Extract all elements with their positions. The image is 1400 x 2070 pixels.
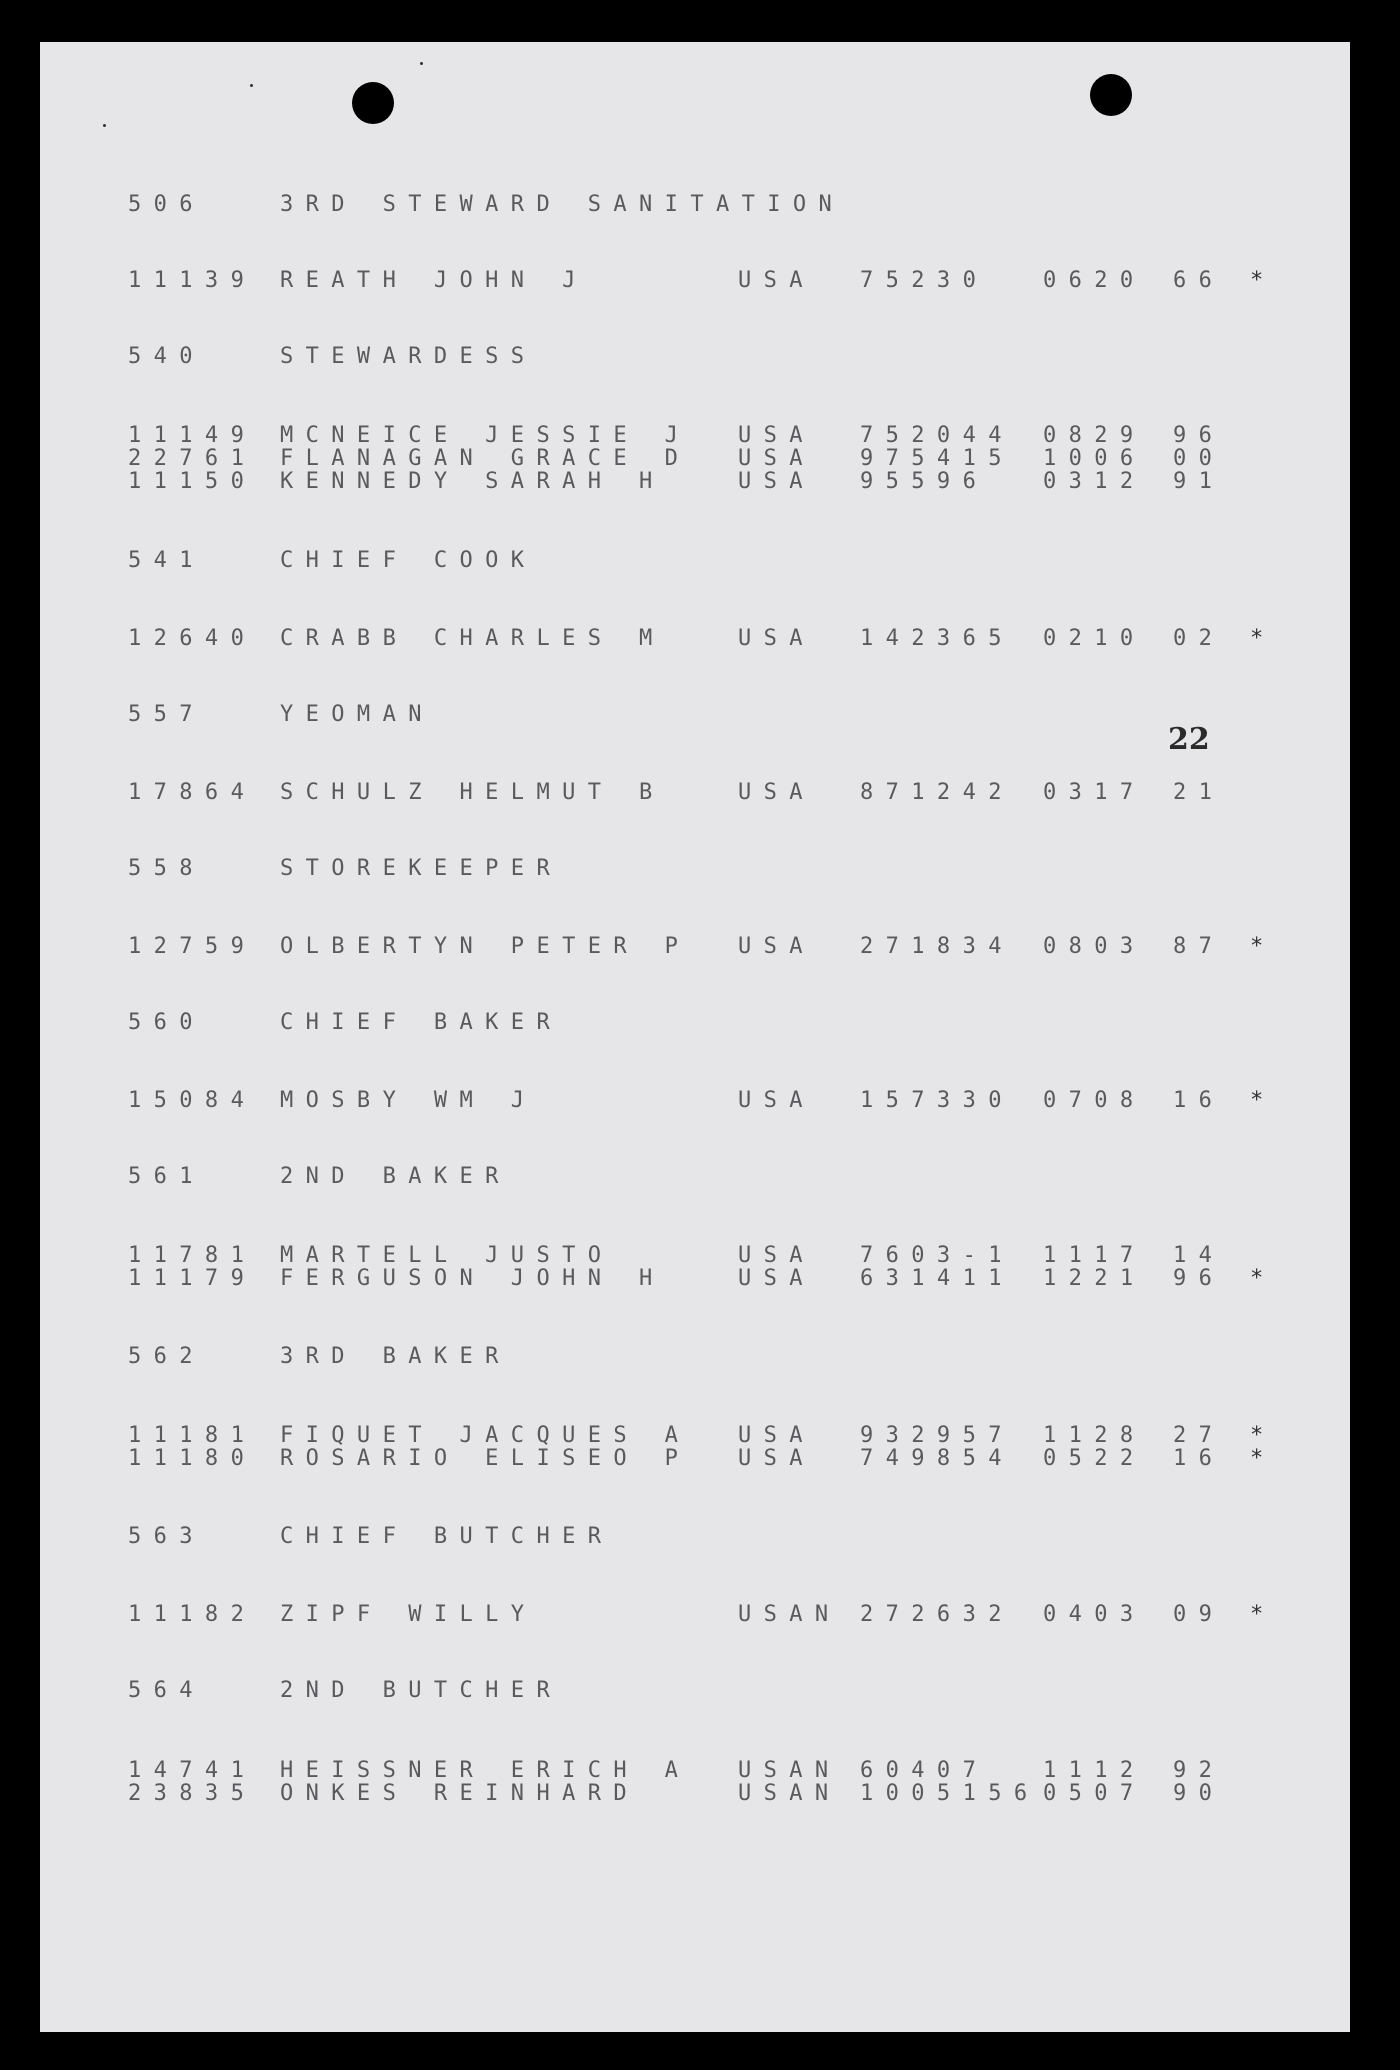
date-code: 0210	[1043, 626, 1146, 651]
document-number: 932957	[860, 1423, 1014, 1448]
year-code: 90	[1173, 1781, 1225, 1806]
rating-code: 561	[128, 1164, 205, 1189]
citizenship: USA	[738, 268, 815, 293]
crew-name: MARTELL JUSTO	[280, 1243, 614, 1268]
rating-code: 562	[128, 1344, 205, 1369]
document-number: 7603-1	[860, 1243, 1014, 1268]
rating-code: 564	[128, 1678, 205, 1703]
document-number: 271834	[860, 934, 1014, 959]
date-code: 0317	[1043, 780, 1146, 805]
asterisk-mark: *	[1250, 1423, 1264, 1448]
year-code: 96	[1173, 1266, 1225, 1291]
citizenship: USA	[738, 1243, 815, 1268]
year-code: 21	[1173, 780, 1225, 805]
date-code: 1117	[1043, 1243, 1146, 1268]
document-number: 752044	[860, 423, 1014, 448]
date-code: 1006	[1043, 446, 1146, 471]
rating-code: 558	[128, 856, 205, 881]
document-number: 75230	[860, 268, 989, 293]
year-code: 00	[1173, 446, 1225, 471]
document-number: 60407	[860, 1758, 989, 1783]
paper-speck	[420, 62, 423, 65]
crew-id: 11139	[128, 268, 257, 293]
document-number: 1005156	[860, 1781, 1040, 1806]
asterisk-mark: *	[1250, 1602, 1264, 1627]
date-code: 0803	[1043, 934, 1146, 959]
document-page	[40, 42, 1350, 2032]
rating-code: 540	[128, 344, 205, 369]
crew-name: REATH JOHN J	[280, 268, 588, 293]
rating-title: STOREKEEPER	[280, 856, 563, 881]
crew-id: 11149	[128, 423, 257, 448]
document-number: 157330	[860, 1088, 1014, 1113]
date-code: 0312	[1043, 469, 1146, 494]
rating-code: 563	[128, 1524, 205, 1549]
year-code: 16	[1173, 1446, 1225, 1471]
crew-id: 11781	[128, 1243, 257, 1268]
rating-title: 3RD BAKER	[280, 1344, 511, 1369]
rating-title: YEOMAN	[280, 702, 434, 727]
rating-title: CHIEF COOK	[280, 548, 537, 573]
handwritten-page-number: 22	[1168, 722, 1210, 757]
year-code: 92	[1173, 1758, 1225, 1783]
paper-speck	[250, 84, 253, 87]
year-code: 02	[1173, 626, 1225, 651]
document-number: 95596	[860, 469, 989, 494]
rating-title: 2ND BUTCHER	[280, 1678, 563, 1703]
date-code: 0620	[1043, 268, 1146, 293]
crew-name: HEISSNER ERICH A	[280, 1758, 691, 1783]
date-code: 0522	[1043, 1446, 1146, 1471]
date-code: 1128	[1043, 1423, 1146, 1448]
document-number: 631411	[860, 1266, 1014, 1291]
citizenship: USA	[738, 1266, 815, 1291]
asterisk-mark: *	[1250, 934, 1264, 959]
paper-speck	[103, 124, 106, 127]
year-code: 96	[1173, 423, 1225, 448]
citizenship: USA	[738, 1088, 815, 1113]
document-number: 142365	[860, 626, 1014, 651]
rating-title: STEWARDESS	[280, 344, 537, 369]
rating-code: 541	[128, 548, 205, 573]
crew-id: 11179	[128, 1266, 257, 1291]
crew-name: MOSBY WM J	[280, 1088, 537, 1113]
citizenship: USA	[738, 446, 815, 471]
crew-id: 17864	[128, 780, 257, 805]
rating-title: 3RD STEWARD SANITATION	[280, 192, 845, 217]
date-code: 0507	[1043, 1781, 1146, 1806]
rating-code: 506	[128, 192, 205, 217]
rating-title: CHIEF BAKER	[280, 1010, 563, 1035]
crew-name: OLBERTYN PETER P	[280, 934, 691, 959]
crew-id: 22761	[128, 446, 257, 471]
citizenship: USAN	[738, 1758, 841, 1783]
crew-name: FLANAGAN GRACE D	[280, 446, 691, 471]
crew-id: 14741	[128, 1758, 257, 1783]
crew-name: ONKES REINHARD	[280, 1781, 640, 1806]
document-number: 871242	[860, 780, 1014, 805]
crew-name: ROSARIO ELISEO P	[280, 1446, 691, 1471]
citizenship: USA	[738, 1423, 815, 1448]
citizenship: USAN	[738, 1602, 841, 1627]
crew-id: 23835	[128, 1781, 257, 1806]
year-code: 27	[1173, 1423, 1225, 1448]
date-code: 0829	[1043, 423, 1146, 448]
document-number: 975415	[860, 446, 1014, 471]
crew-name: SCHULZ HELMUT B	[280, 780, 665, 805]
crew-name: ZIPF WILLY	[280, 1602, 537, 1627]
document-number: 272632	[860, 1602, 1014, 1627]
crew-name: KENNEDY SARAH H	[280, 469, 665, 494]
crew-id: 11182	[128, 1602, 257, 1627]
year-code: 09	[1173, 1602, 1225, 1627]
date-code: 1221	[1043, 1266, 1146, 1291]
date-code: 1112	[1043, 1758, 1146, 1783]
year-code: 87	[1173, 934, 1225, 959]
year-code: 66	[1173, 268, 1225, 293]
crew-id: 12640	[128, 626, 257, 651]
year-code: 14	[1173, 1243, 1225, 1268]
crew-name: CRABB CHARLES M	[280, 626, 665, 651]
crew-id: 11150	[128, 469, 257, 494]
year-code: 91	[1173, 469, 1225, 494]
citizenship: USA	[738, 626, 815, 651]
asterisk-mark: *	[1250, 268, 1264, 293]
citizenship: USA	[738, 780, 815, 805]
rating-title: CHIEF BUTCHER	[280, 1524, 614, 1549]
asterisk-mark: *	[1250, 1446, 1264, 1471]
citizenship: USA	[738, 1446, 815, 1471]
crew-id: 12759	[128, 934, 257, 959]
date-code: 0403	[1043, 1602, 1146, 1627]
rating-code: 560	[128, 1010, 205, 1035]
asterisk-mark: *	[1250, 1088, 1264, 1113]
citizenship: USA	[738, 934, 815, 959]
rating-title: 2ND BAKER	[280, 1164, 511, 1189]
citizenship: USA	[738, 469, 815, 494]
punch-hole-right	[1090, 74, 1132, 116]
rating-code: 557	[128, 702, 205, 727]
document-number: 749854	[860, 1446, 1014, 1471]
asterisk-mark: *	[1250, 626, 1264, 651]
crew-name: FERGUSON JOHN H	[280, 1266, 665, 1291]
punch-hole-left	[352, 82, 394, 124]
crew-name: MCNEICE JESSIE J	[280, 423, 691, 448]
asterisk-mark: *	[1250, 1266, 1264, 1291]
crew-name: FIQUET JACQUES A	[280, 1423, 691, 1448]
crew-id: 11181	[128, 1423, 257, 1448]
citizenship: USAN	[738, 1781, 841, 1806]
date-code: 0708	[1043, 1088, 1146, 1113]
crew-id: 11180	[128, 1446, 257, 1471]
crew-id: 15084	[128, 1088, 257, 1113]
citizenship: USA	[738, 423, 815, 448]
year-code: 16	[1173, 1088, 1225, 1113]
